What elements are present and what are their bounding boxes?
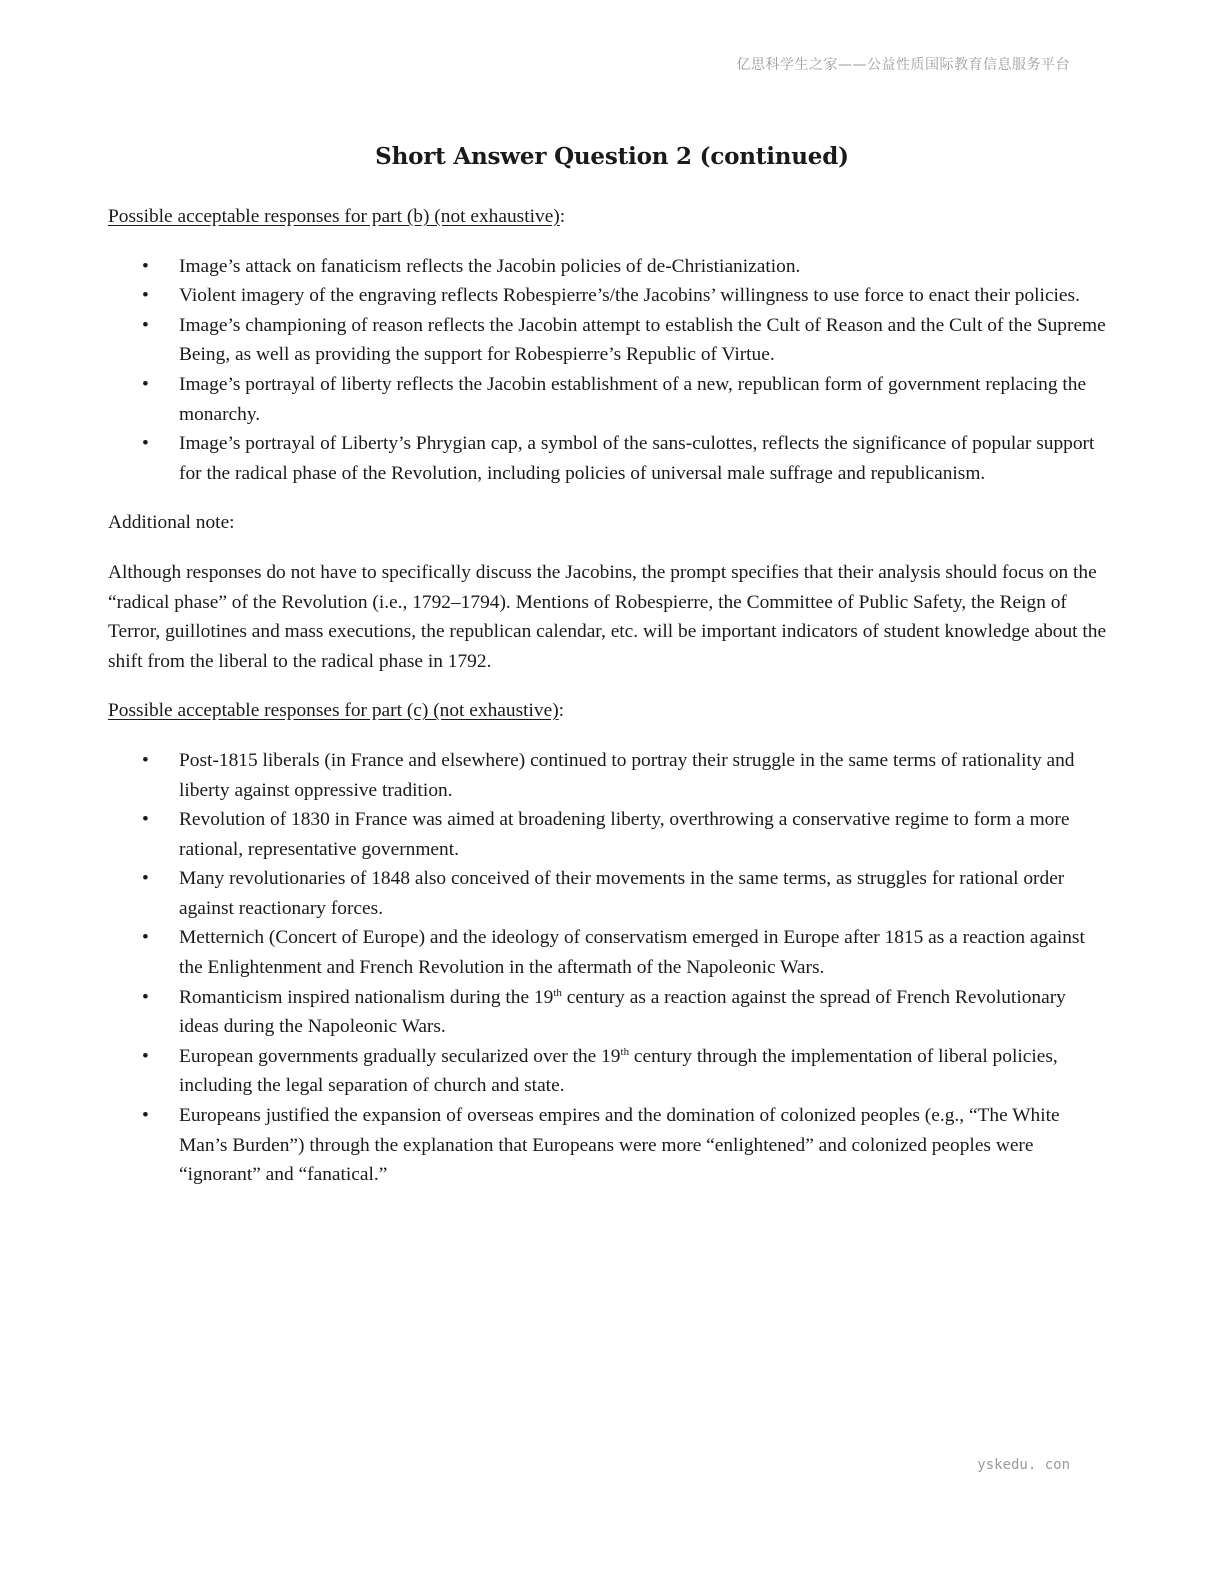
ordinal-suffix: th <box>553 986 562 999</box>
part-c-heading <box>108 696 1108 726</box>
list-item: • Post-1815 liberals (in France and elsewhere) continued to portray their struggle in the same terms of rationality and liberty against oppressive tradition. <box>108 746 1108 805</box>
additional-note-label: Additional note: <box>108 512 235 534</box>
list-item: • Revolution of 1830 in France was aimed at broadening liberty, overthrowing a conservative regime to form a more rational, representative government. <box>108 805 1108 864</box>
list-item: • Many revolutionaries of 1848 also conceived of their movements in the same terms, as struggles for rational order against reactionary forces. <box>108 864 1108 923</box>
list-item: • Image’s championing of reason reflects the Jacobin attempt to establish the Cult of Reason and the Cult of the Supreme Being, as well as providing the support for Robespierre’s Republic of Virtue. <box>108 311 1108 370</box>
additional-note-text: Although responses do not have to specifically discuss the Jacobins, the prompt specifies that their analysis should focus on the “radical phase” of the Revolution (i.e., 1792–1794). Mentions of Robespierre, the Committee of Public Safety, the Reign of Terror, guillotines and mass executions, the republican calendar, etc. will be important indicators of student knowledge about the shift from the liberal to the radical phase in 1792. <box>108 561 1107 672</box>
list-item-text-pre: European governments gradually secularized over the 19 <box>179 1045 621 1067</box>
list-item-text-post: century through the implementation of liberal policies, including the legal separation of church and state. <box>179 1045 1058 1097</box>
document-body <box>108 202 1108 1210</box>
part-c-heading-colon: : <box>558 700 565 722</box>
list-item: • Image’s attack on fanaticism reflects the Jacobin policies of de-Christianization. <box>108 252 1108 282</box>
ordinal-suffix: th <box>620 1045 630 1058</box>
page-title: Short Answer Question 2 (continued) <box>375 143 849 170</box>
list-item-text-pre: Romanticism inspired nationalism during the 19 <box>179 986 554 1008</box>
part-b-heading-text: Possible acceptable responses for part (b) (not exhaustive) <box>108 206 560 227</box>
part-b-heading-colon: : <box>559 206 566 227</box>
list-item <box>108 1042 1108 1101</box>
part-c-heading-text: Possible acceptable responses for part (c) (not exhaustive) <box>108 700 559 722</box>
part-b-heading <box>108 202 1108 232</box>
footer-watermark: yskedu. con <box>977 1457 1070 1473</box>
list-item-text-post: century as a reaction against the spread of French Revolutionary ideas during the Napoleonic Wars. <box>179 986 1066 1038</box>
part-c-list <box>108 746 1108 1190</box>
part-b-list <box>108 252 1108 489</box>
list-item: • Europeans justified the expansion of overseas empires and the domination of colonized peoples (e.g., “The White Man’s Burden”) through the explanation that Europeans were more “enlightened” and colonized peoples were “ignorant” and “fanatical.” <box>108 1101 1108 1190</box>
list-item: • Image’s portrayal of liberty reflects the Jacobin establishment of a new, republican form of government replacing the monarchy. <box>108 370 1108 429</box>
header-watermark: 亿思科学生之家——公益性质国际教育信息服务平台 <box>736 57 1070 73</box>
list-item: • Metternich (Concert of Europe) and the ideology of conservatism emerged in Europe after 1815 as a reaction against the Enlightenment and French Revolution in the aftermath of the Napoleonic Wars. <box>108 923 1108 982</box>
list-item: • Image’s portrayal of Liberty’s Phrygian cap, a symbol of the sans-culottes, reflects the significance of popular support for the radical phase of the Revolution, including policies of universal male suffrage and republicanism. <box>108 429 1108 488</box>
list-item <box>108 983 1108 1042</box>
list-item: • Violent imagery of the engraving reflects Robespierre’s/the Jacobins’ willingness to use force to enact their policies. <box>108 281 1108 311</box>
